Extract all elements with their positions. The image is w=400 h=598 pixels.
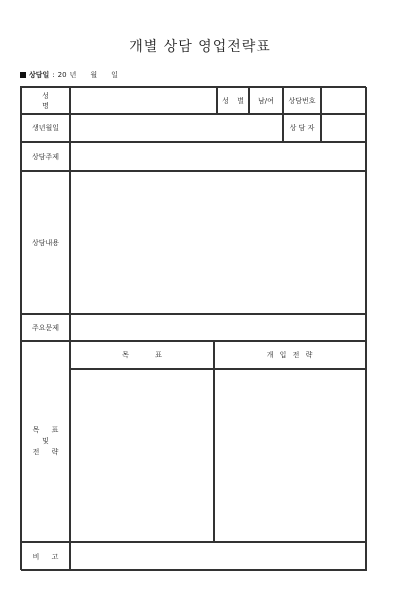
day-label: 일: [111, 71, 118, 79]
birthdate-label: 생년월일: [21, 114, 70, 142]
birthdate-field[interactable]: [70, 114, 283, 142]
intervention-field[interactable]: [214, 369, 367, 542]
month-label: 월: [90, 71, 98, 79]
consult-number-field[interactable]: [321, 87, 367, 114]
main-issue-label: 주요문제: [21, 314, 70, 341]
consult-form-table: [20, 86, 366, 570]
consult-date-line: [20, 70, 118, 80]
name-field[interactable]: [70, 87, 217, 114]
main-issue-field[interactable]: [70, 314, 367, 341]
consult-number-label: 상담번호: [283, 87, 321, 114]
date-colon: :: [52, 71, 55, 79]
counselor-label: 상 담 자: [283, 114, 321, 142]
gender-options[interactable]: 남/여: [249, 87, 283, 114]
year-prefix: 20: [57, 71, 67, 79]
gender-label: 성 별: [217, 87, 249, 114]
topic-field[interactable]: [70, 142, 367, 171]
goal-strategy-line1: 목 표: [32, 426, 64, 434]
remarks-field[interactable]: [70, 542, 367, 571]
content-label: 상담내용: [21, 171, 70, 314]
content-field[interactable]: [70, 171, 367, 314]
counselor-field[interactable]: [321, 114, 367, 142]
topic-label: 상담주제: [21, 142, 70, 171]
page-title: 개별 상담 영업전략표: [129, 39, 271, 55]
intervention-header: 개 입 전 략: [214, 341, 367, 369]
consult-date-label: 상담일: [29, 71, 50, 79]
goal-header: 목 표: [70, 341, 214, 369]
year-label: 년: [69, 71, 77, 79]
square-bullet-icon: [20, 72, 26, 78]
goal-strategy-line2: 및: [42, 437, 49, 445]
goal-strategy-line3: 전 략: [32, 448, 64, 456]
goal-field[interactable]: [70, 369, 214, 542]
name-label: 성 명: [21, 87, 70, 114]
goal-strategy-label: [21, 341, 70, 542]
remarks-label: 비 고: [21, 542, 70, 571]
